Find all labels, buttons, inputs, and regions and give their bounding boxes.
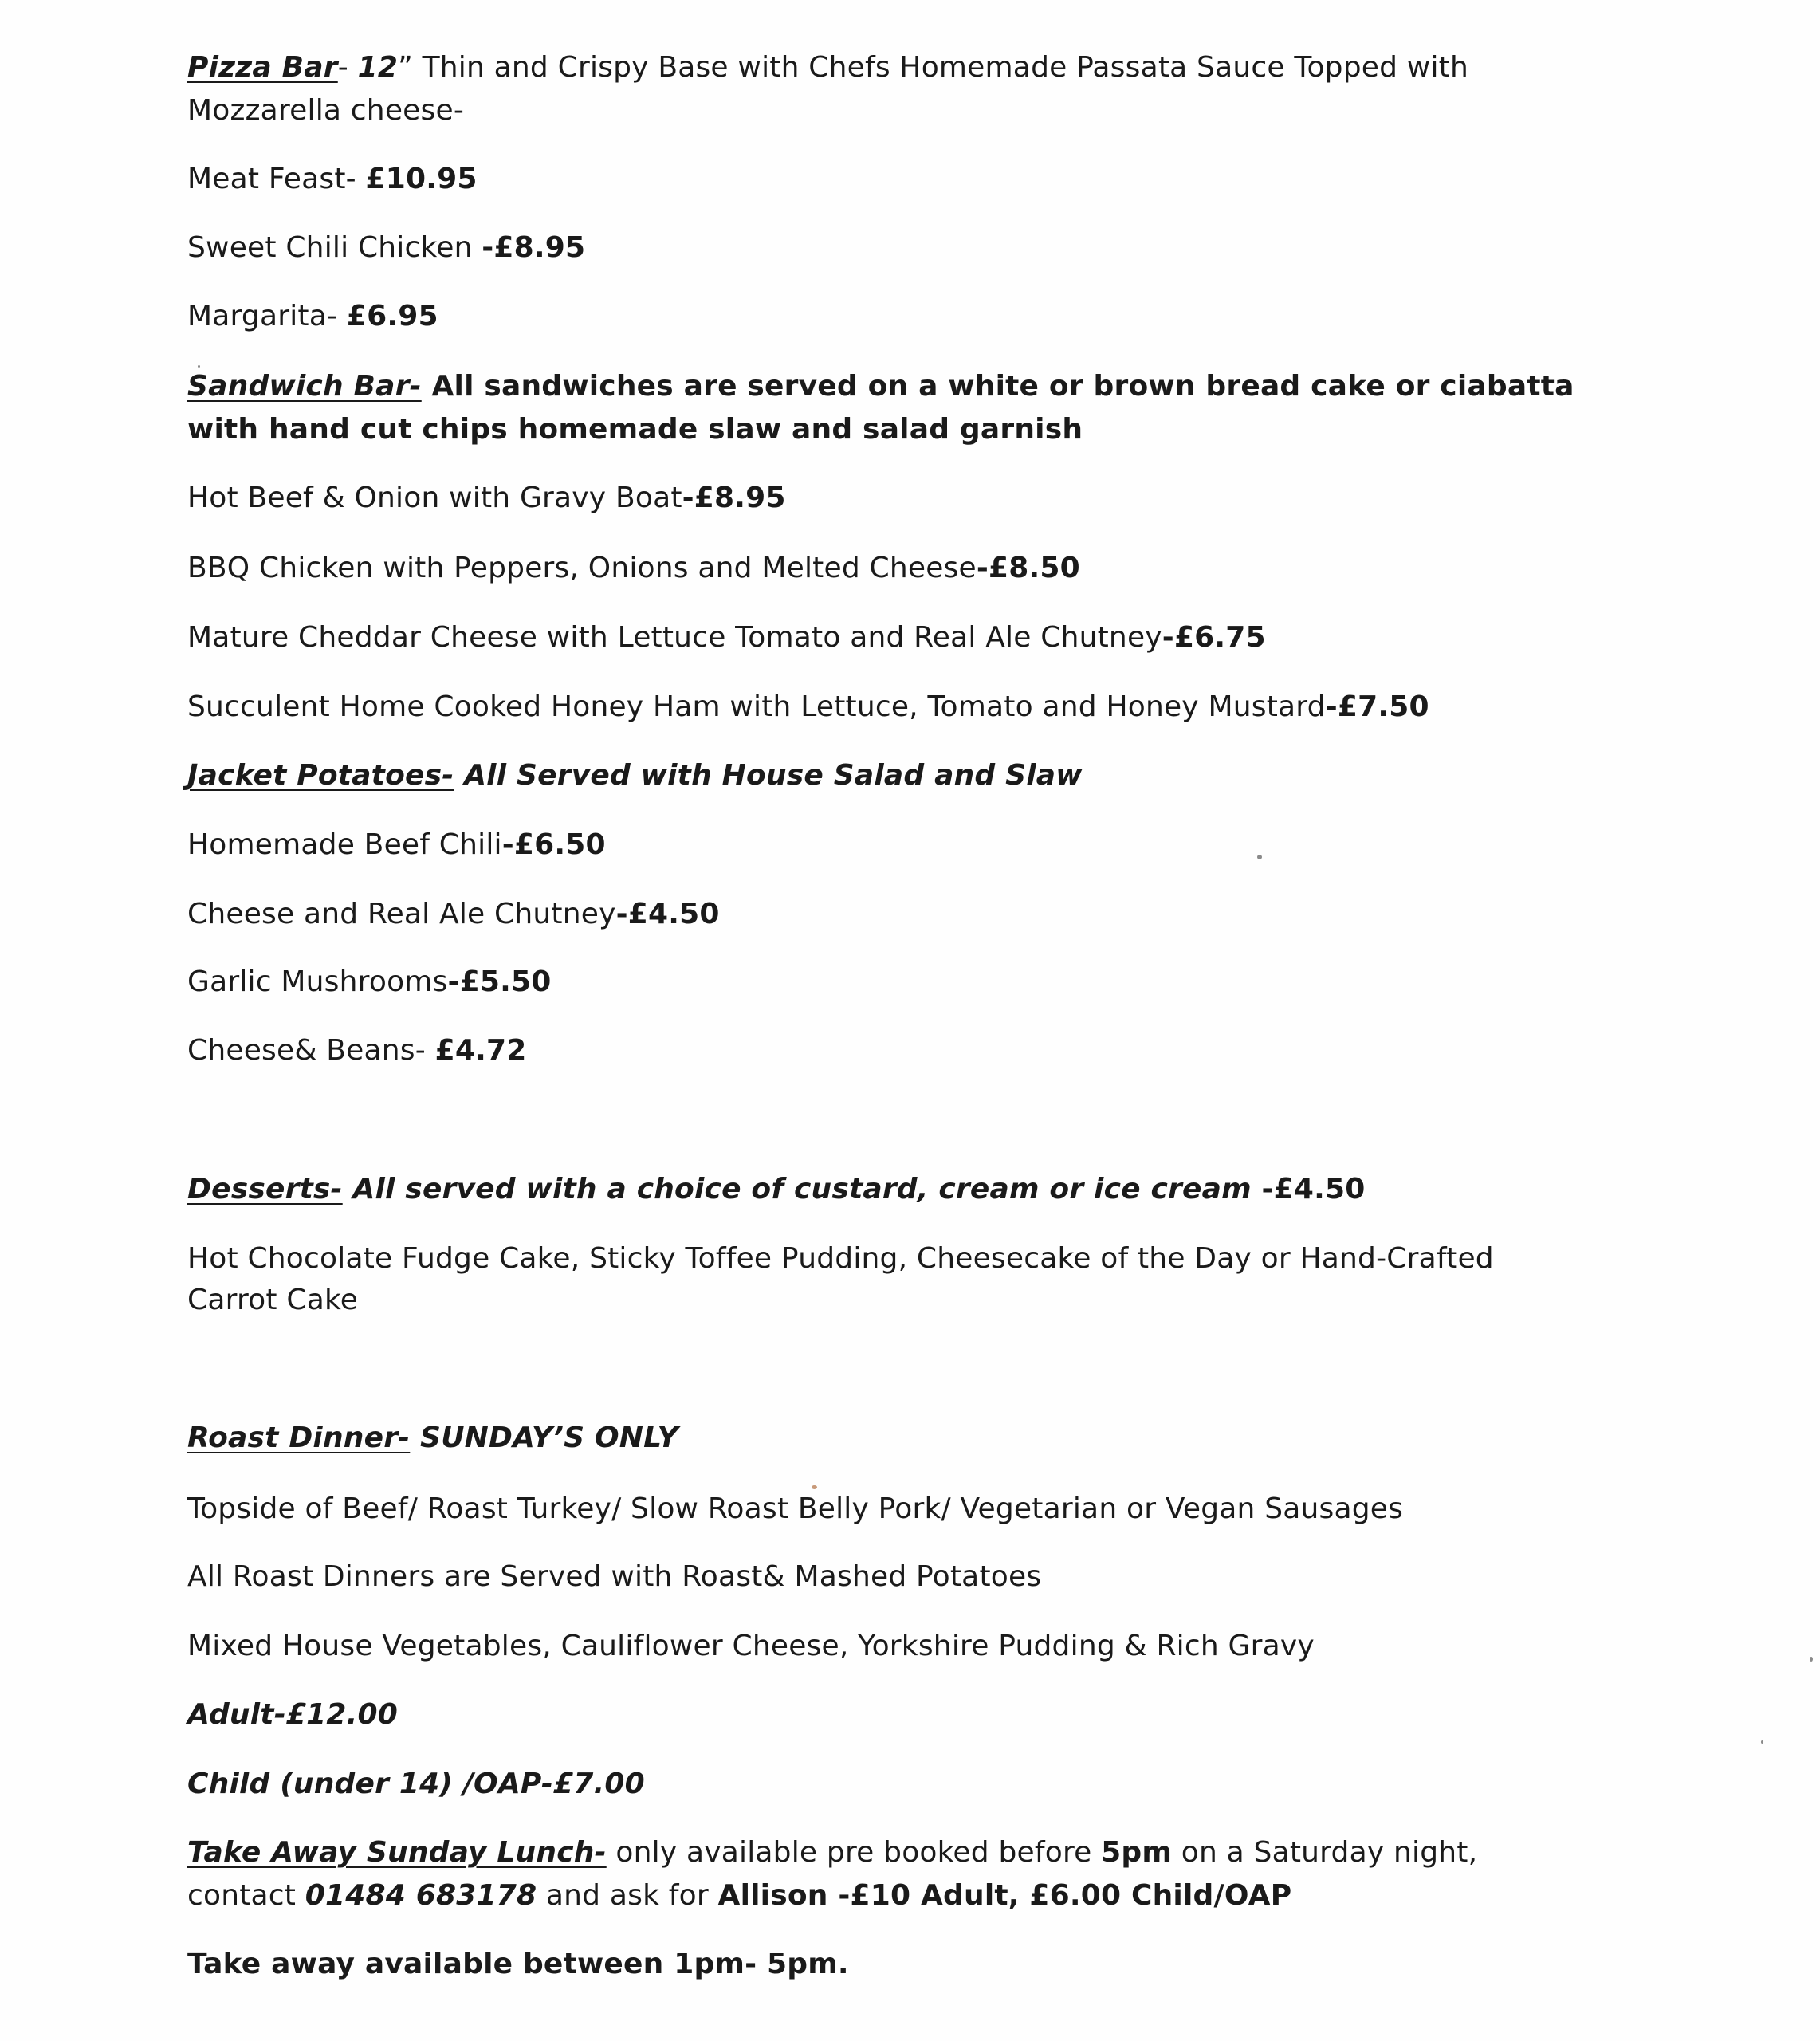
scan-speck	[1761, 1740, 1763, 1744]
takeaway-hours: Take away available between 1pm- 5pm.	[187, 1948, 849, 1980]
scan-speck	[1810, 1657, 1813, 1662]
item-price: £4.72	[434, 1034, 527, 1067]
takeaway-text: on a Saturday night, contact	[187, 1836, 1478, 1912]
takeaway-phone: 01484 683178	[305, 1879, 537, 1912]
menu-item	[187, 616, 1266, 659]
item-name: Cheese and Real Ale Chutney	[187, 898, 616, 930]
pizza-size: 12	[357, 51, 399, 84]
scan-speck	[1257, 855, 1262, 859]
item-name: Margarita-	[187, 300, 347, 332]
jacket-desc: All Served with House Salad and Slaw	[454, 759, 1083, 792]
roast-adult-price: Adult-£12.00	[187, 1698, 398, 1731]
item-name: Hot Beef & Onion with Gravy Boat	[187, 482, 682, 514]
sandwich-title: Sandwich Bar-	[187, 370, 422, 403]
item-price: -£8.95	[682, 482, 786, 514]
roast-heading	[187, 1417, 678, 1460]
menu-item	[187, 295, 438, 338]
takeaway-contact-prices: Allison -£10 Adult, £6.00 Child/OAP	[717, 1879, 1292, 1912]
roast-desc: SUNDAY’S ONLY	[410, 1422, 678, 1454]
menu-item	[187, 1029, 526, 1072]
roast-line: Topside of Beef/ Roast Turkey/ Slow Roast Belly Pork/ Vegetarian or Vegan Sausages	[187, 1492, 1404, 1525]
desserts-heading	[187, 1168, 1366, 1211]
menu-item	[187, 477, 786, 520]
item-name: BBQ Chicken with Peppers, Onions and Melted Cheese	[187, 552, 977, 584]
desserts-list: Hot Chocolate Fudge Cake, Sticky Toffee Pudding, Cheesecake of the Day or Hand-Crafted Carrot Cake	[187, 1242, 1494, 1316]
item-name: Cheese& Beans-	[187, 1034, 435, 1067]
menu-item	[187, 226, 585, 269]
item-name: Sweet Chili Chicken	[187, 231, 482, 264]
sandwich-desc: All sandwiches are served on a white or brown bread cake or ciabatta with hand cut chips homemade slaw and salad garnish	[187, 370, 1574, 446]
item-name: Succulent Home Cooked Honey Ham with Lettuce, Tomato and Honey Mustard	[187, 690, 1326, 723]
item-price: £6.95	[346, 300, 438, 332]
desserts-title: Desserts-	[187, 1173, 343, 1205]
roast-line: Mixed House Vegetables, Cauliflower Cheese, Yorkshire Pudding & Rich Gravy	[187, 1630, 1315, 1662]
menu-item	[187, 893, 720, 936]
takeaway-text: and ask for	[537, 1879, 718, 1912]
menu-item	[187, 686, 1429, 729]
desserts-price: -£4.50	[1261, 1173, 1366, 1205]
pizza-dash: -	[337, 51, 358, 84]
item-price: -£6.75	[1162, 621, 1266, 654]
takeaway-text: only available pre booked before	[606, 1836, 1102, 1869]
takeaway-paragraph	[187, 1831, 1590, 1917]
takeaway-time: 5pm	[1101, 1836, 1173, 1869]
item-price: -£8.95	[482, 231, 586, 264]
pizza-heading	[187, 46, 1590, 132]
jacket-heading	[187, 754, 1083, 797]
item-price: -£5.50	[447, 965, 552, 998]
menu-item	[187, 824, 606, 867]
takeaway-title: Take Away Sunday Lunch-	[187, 1836, 607, 1869]
pizza-title: Pizza Bar	[187, 51, 338, 84]
menu-item	[187, 158, 478, 201]
jacket-title: Jacket Potatoes-	[187, 759, 454, 792]
item-name: Homemade Beef Chili	[187, 828, 502, 861]
item-price: -£7.50	[1325, 690, 1429, 723]
roast-line: All Roast Dinners are Served with Roast& Mashed Potatoes	[187, 1560, 1042, 1593]
scan-speck	[198, 365, 200, 368]
item-name: Mature Cheddar Cheese with Lettuce Tomato and Real Ale Chutney	[187, 621, 1162, 654]
desserts-desc: All served with a choice of custard, cream or ice cream	[342, 1173, 1262, 1205]
pizza-desc: ” Thin and Crispy Base with Chefs Homemade Passata Sauce Topped with Mozzarella cheese-	[187, 51, 1468, 127]
roast-title: Roast Dinner-	[187, 1422, 411, 1454]
roast-child-price: Child (under 14) /OAP-£7.00	[187, 1768, 645, 1800]
menu-item	[187, 547, 1080, 590]
item-price: £10.95	[365, 163, 478, 195]
menu-item	[187, 961, 552, 1004]
item-name: Meat Feast-	[187, 163, 366, 195]
item-name: Garlic Mushrooms	[187, 965, 448, 998]
item-price: -£4.50	[615, 898, 720, 930]
scan-speck	[812, 1485, 817, 1489]
item-price: -£6.50	[501, 828, 606, 861]
sandwich-heading	[187, 365, 1590, 451]
item-price: -£8.50	[976, 552, 1080, 584]
